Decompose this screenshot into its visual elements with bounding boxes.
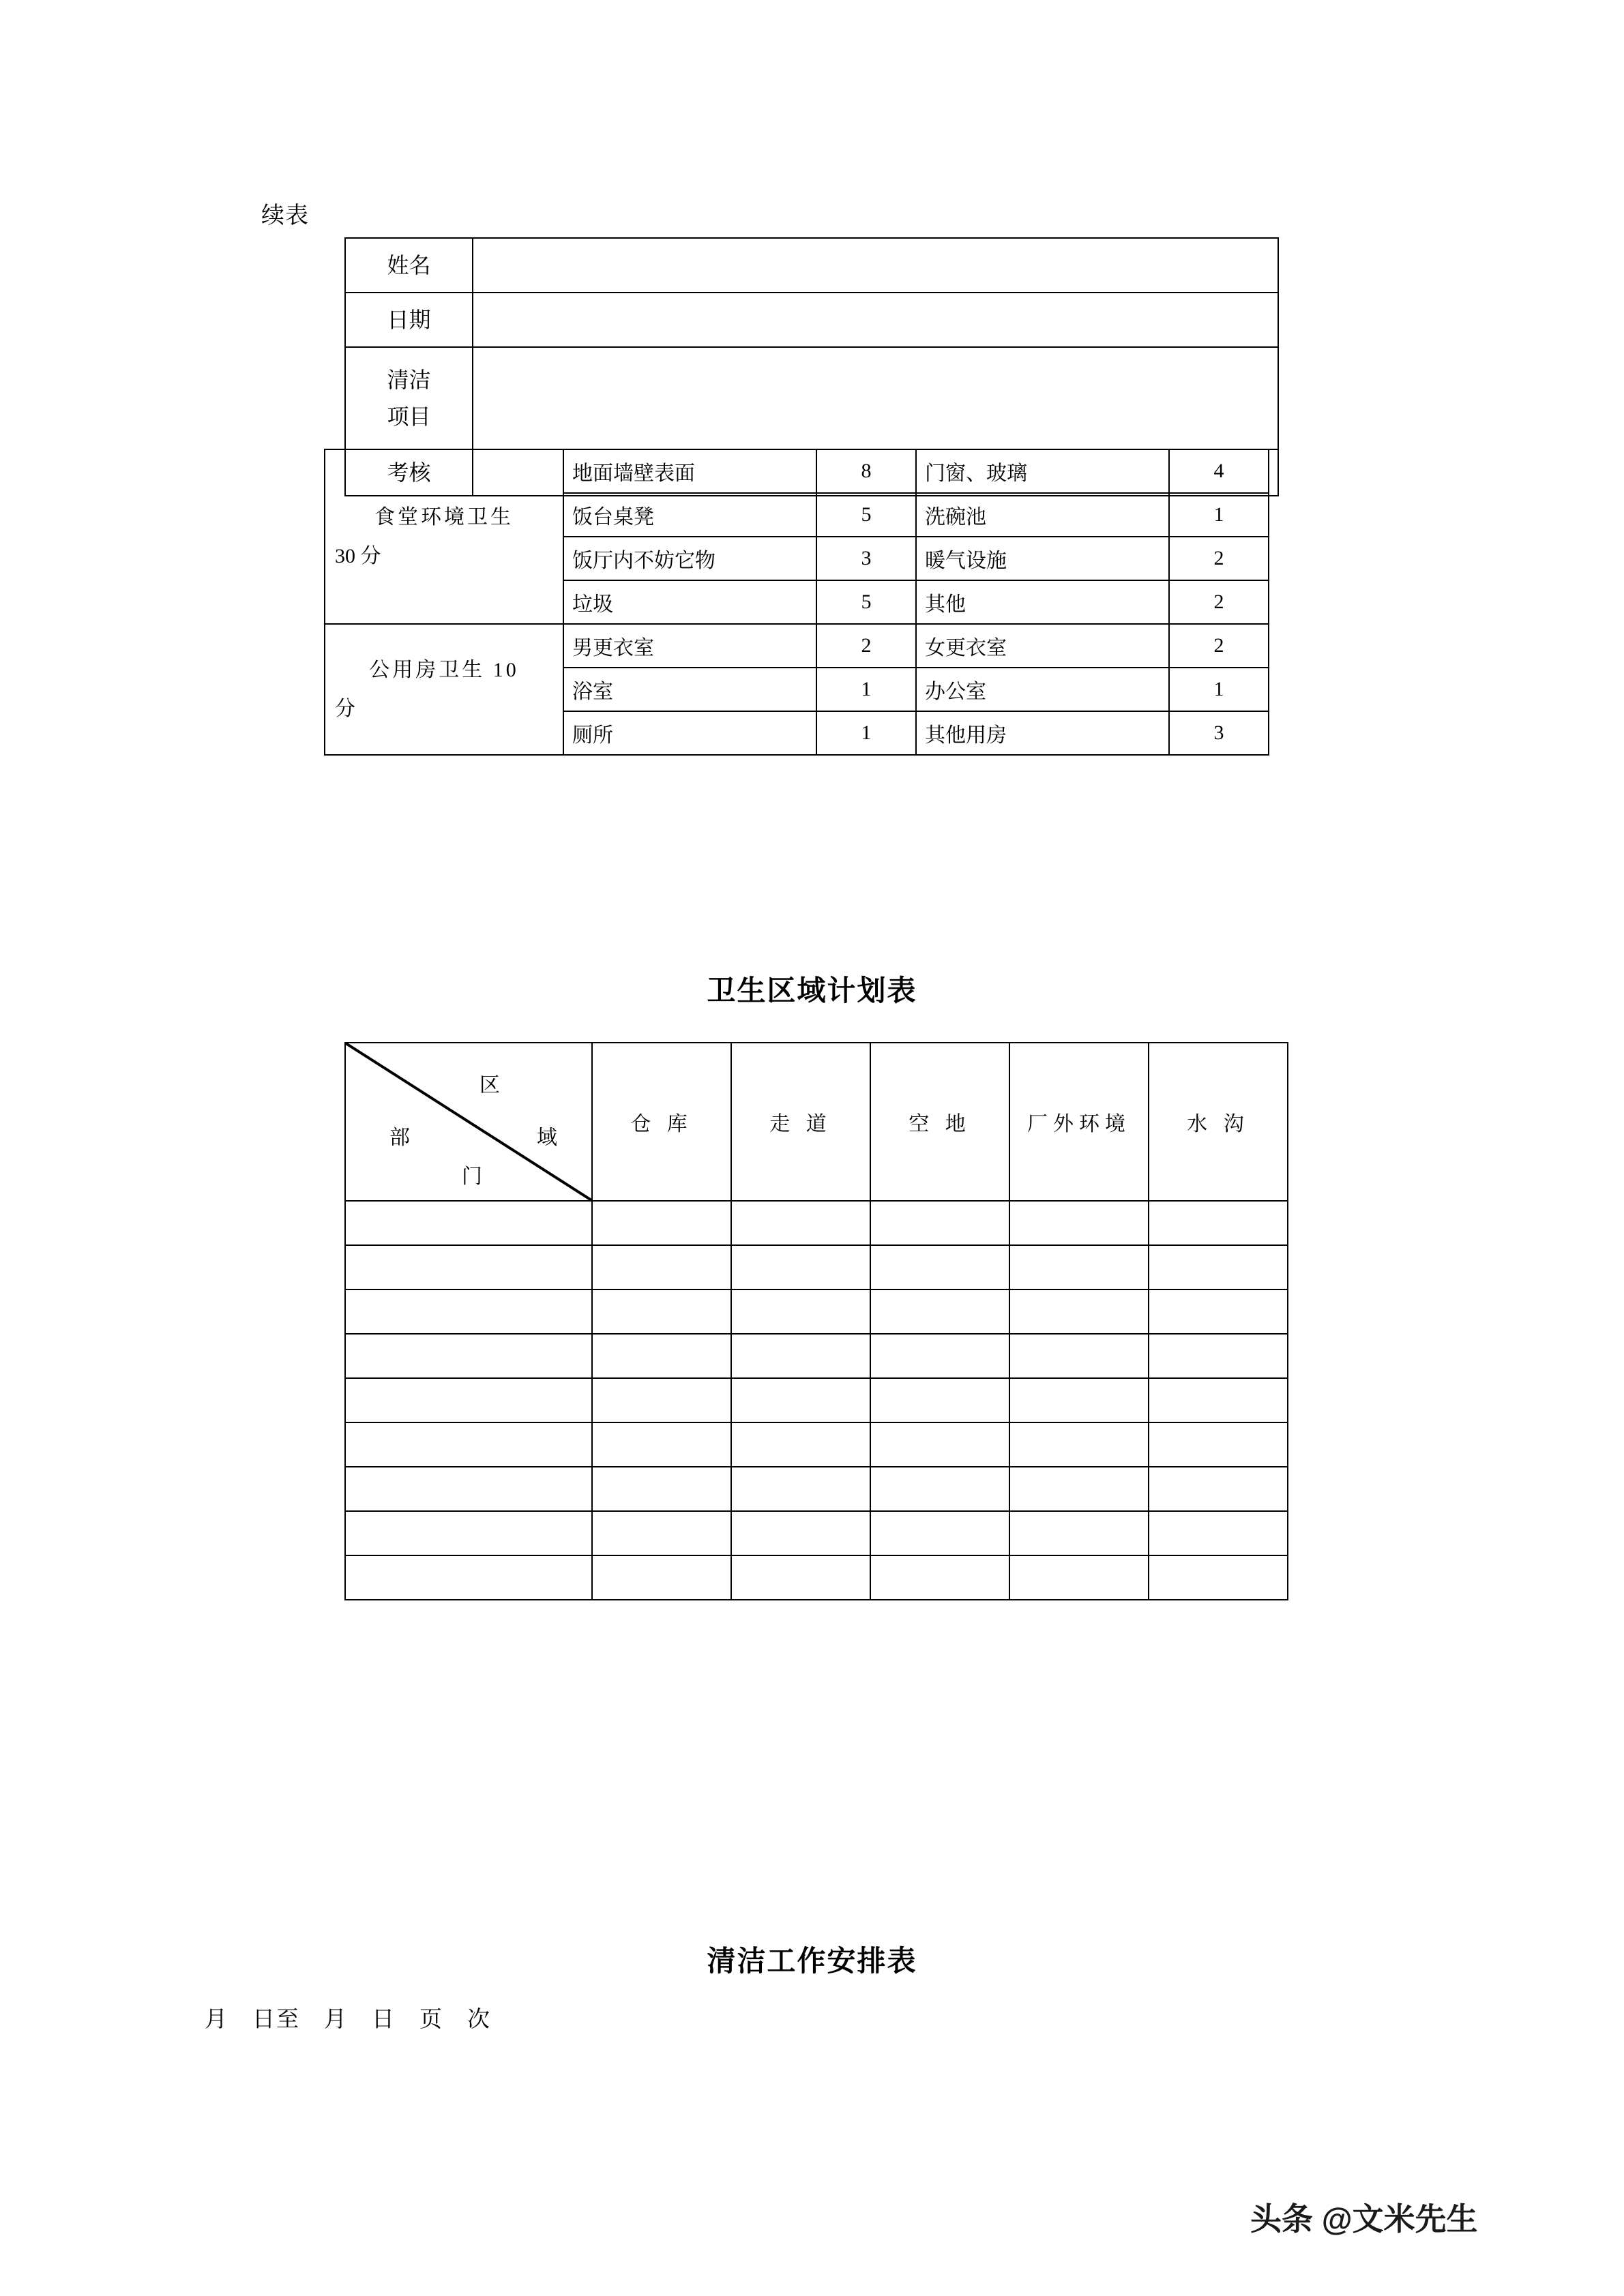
- zone-plan-corner-left-label: 部: [389, 1127, 411, 1149]
- zone-plan-cell-ditch[interactable]: [1149, 1555, 1288, 1600]
- score-item: 暖气设施: [916, 537, 1169, 580]
- zone-plan-cell-walkway[interactable]: [731, 1245, 870, 1289]
- score-item: 饭厅内不妨它物: [563, 537, 816, 580]
- zone-plan-cell-ditch[interactable]: [1149, 1245, 1288, 1289]
- score-table: [324, 449, 1269, 756]
- score-item: 饭台桌凳: [563, 493, 816, 537]
- zone-plan-cell-ditch[interactable]: [1149, 1378, 1288, 1422]
- table-row: [345, 1378, 1288, 1422]
- zone-plan-cell-walkway[interactable]: [731, 1422, 870, 1467]
- score-group-canteen-line1: 食堂环境卫生: [374, 506, 514, 528]
- table-row: [345, 238, 1278, 293]
- zone-plan-cell-walkway[interactable]: [731, 1334, 870, 1378]
- zone-plan-column-header-walkway: 走 道: [731, 1043, 870, 1201]
- zone-plan-cell-department[interactable]: [345, 1201, 592, 1245]
- zone-plan-cell-ditch[interactable]: [1149, 1334, 1288, 1378]
- zone-plan-cell-walkway[interactable]: [731, 1201, 870, 1245]
- score-item: 洗碗池: [916, 493, 1169, 537]
- score-item: 地面墙壁表面: [563, 449, 816, 493]
- table-row: [345, 1467, 1288, 1511]
- zone-plan-header-row: [345, 1043, 1288, 1201]
- table-row: [345, 1201, 1288, 1245]
- score-item: 垃圾: [563, 580, 816, 624]
- zone-plan-cell-open-area[interactable]: [870, 1422, 1009, 1467]
- table-row: [345, 1555, 1288, 1600]
- table-row: [325, 449, 1269, 493]
- table-row: [345, 1289, 1288, 1334]
- score-group-canteen-line2: 30 分: [335, 545, 381, 567]
- work-schedule-title: 清洁工作安排表: [707, 1946, 917, 1978]
- zone-plan-cell-warehouse[interactable]: [592, 1378, 731, 1422]
- zone-plan-title: 卫生区域计划表: [707, 976, 917, 1007]
- zone-plan-column-header-outside-plant: 厂外环境: [1009, 1043, 1149, 1201]
- zone-plan-cell-ditch[interactable]: [1149, 1422, 1288, 1467]
- zone-plan-cell-warehouse[interactable]: [592, 1289, 731, 1334]
- info-label-clean-item-line2: 项目: [387, 404, 431, 429]
- score-item: 门窗、玻璃: [916, 449, 1169, 493]
- zone-plan-cell-warehouse[interactable]: [592, 1334, 731, 1378]
- zone-plan-cell-walkway[interactable]: [731, 1511, 870, 1555]
- table-row: [345, 1511, 1288, 1555]
- zone-plan-corner-bottom-label: 门: [462, 1165, 483, 1188]
- score-points: 1: [816, 668, 916, 711]
- score-points: 1: [816, 711, 916, 755]
- score-points: 1: [1169, 493, 1269, 537]
- zone-plan-cell-outside-plant[interactable]: [1009, 1334, 1149, 1378]
- zone-plan-cell-walkway[interactable]: [731, 1467, 870, 1511]
- score-points: 5: [816, 580, 916, 624]
- zone-plan-cell-outside-plant[interactable]: [1009, 1289, 1149, 1334]
- table-row: [345, 1334, 1288, 1378]
- work-schedule-dateline: 月 日至 月 日 页 次: [205, 2008, 491, 2032]
- zone-plan-cell-walkway[interactable]: [731, 1378, 870, 1422]
- zone-plan-column-header-ditch: 水 沟: [1149, 1043, 1288, 1201]
- zone-plan-cell-open-area[interactable]: [870, 1245, 1009, 1289]
- zone-plan-cell-outside-plant[interactable]: [1009, 1555, 1149, 1600]
- zone-plan-cell-ditch[interactable]: [1149, 1511, 1288, 1555]
- info-label-name: 姓名: [345, 238, 473, 293]
- score-group-public-rooms: [325, 624, 563, 755]
- zone-plan-cell-open-area[interactable]: [870, 1334, 1009, 1378]
- zone-plan-cell-open-area[interactable]: [870, 1555, 1009, 1600]
- zone-plan-cell-outside-plant[interactable]: [1009, 1201, 1149, 1245]
- zone-plan-cell-ditch[interactable]: [1149, 1201, 1288, 1245]
- score-group-public-rooms-line2: 分: [335, 698, 355, 720]
- table-row: [345, 1422, 1288, 1467]
- table-row: [345, 347, 1278, 449]
- zone-plan-cell-department[interactable]: [345, 1422, 592, 1467]
- zone-plan-cell-warehouse[interactable]: [592, 1245, 731, 1289]
- watermark: 头条 @文米先生: [1250, 2201, 1478, 2237]
- score-item: 其他: [916, 580, 1169, 624]
- table-row: [325, 624, 1269, 668]
- zone-plan-cell-department[interactable]: [345, 1378, 592, 1422]
- zone-plan-cell-ditch[interactable]: [1149, 1289, 1288, 1334]
- zone-plan-cell-department[interactable]: [345, 1511, 592, 1555]
- score-item: 男更衣室: [563, 624, 816, 668]
- score-item: 办公室: [916, 668, 1169, 711]
- info-label-clean-item: [345, 347, 473, 449]
- continuation-label: 续表: [261, 203, 309, 228]
- score-points: 3: [1169, 711, 1269, 755]
- zone-plan-corner-cell: [345, 1043, 592, 1201]
- score-item: 厕所: [563, 711, 816, 755]
- score-item: 女更衣室: [916, 624, 1169, 668]
- score-item: 浴室: [563, 668, 816, 711]
- zone-plan-cell-outside-plant[interactable]: [1009, 1245, 1149, 1289]
- info-value-name[interactable]: [473, 238, 1278, 293]
- score-points: 3: [816, 537, 916, 580]
- zone-plan-cell-open-area[interactable]: [870, 1511, 1009, 1555]
- zone-plan-cell-open-area[interactable]: [870, 1467, 1009, 1511]
- score-item: 其他用房: [916, 711, 1169, 755]
- zone-plan-cell-outside-plant[interactable]: [1009, 1378, 1149, 1422]
- info-value-date[interactable]: [473, 293, 1278, 347]
- zone-plan-corner-right-label: 域: [537, 1127, 558, 1149]
- zone-plan-cell-walkway[interactable]: [731, 1289, 870, 1334]
- zone-plan-cell-outside-plant[interactable]: [1009, 1422, 1149, 1467]
- score-points: 5: [816, 493, 916, 537]
- score-points: 4: [1169, 449, 1269, 493]
- score-points: 2: [816, 624, 916, 668]
- zone-plan-cell-outside-plant[interactable]: [1009, 1467, 1149, 1511]
- zone-plan-cell-warehouse[interactable]: [592, 1201, 731, 1245]
- score-group-public-rooms-line1: 公用房卫生 10: [369, 659, 519, 681]
- score-points: 2: [1169, 580, 1269, 624]
- info-value-clean-item[interactable]: [473, 347, 1278, 449]
- table-row: [345, 1245, 1288, 1289]
- zone-plan-cell-outside-plant[interactable]: [1009, 1511, 1149, 1555]
- score-group-canteen: [325, 449, 563, 624]
- zone-plan-cell-warehouse[interactable]: [592, 1511, 731, 1555]
- zone-plan-cell-open-area[interactable]: [870, 1201, 1009, 1245]
- zone-plan-cell-open-area[interactable]: [870, 1378, 1009, 1422]
- zone-plan-cell-department[interactable]: [345, 1245, 592, 1289]
- zone-plan-cell-ditch[interactable]: [1149, 1467, 1288, 1511]
- zone-plan-table: [344, 1042, 1288, 1600]
- zone-plan-cell-walkway[interactable]: [731, 1555, 870, 1600]
- zone-plan-cell-warehouse[interactable]: [592, 1555, 731, 1600]
- table-row: [345, 293, 1278, 347]
- zone-plan-cell-department[interactable]: [345, 1289, 592, 1334]
- zone-plan-column-header-warehouse: 仓 库: [592, 1043, 731, 1201]
- info-label-assessment: 考核: [345, 449, 473, 496]
- zone-plan-cell-open-area[interactable]: [870, 1289, 1009, 1334]
- zone-plan-column-header-open-area: 空 地: [870, 1043, 1009, 1201]
- zone-plan-cell-department[interactable]: [345, 1334, 592, 1378]
- zone-plan-corner-top-label: 区: [479, 1074, 501, 1097]
- info-label-date: 日期: [345, 293, 473, 347]
- info-label-clean-item-line1: 清洁: [387, 367, 431, 392]
- score-points: 2: [1169, 624, 1269, 668]
- zone-plan-cell-warehouse[interactable]: [592, 1467, 731, 1511]
- zone-plan-cell-department[interactable]: [345, 1555, 592, 1600]
- score-points: 2: [1169, 537, 1269, 580]
- zone-plan-cell-department[interactable]: [345, 1467, 592, 1511]
- score-points: 1: [1169, 668, 1269, 711]
- score-points: 8: [816, 449, 916, 493]
- zone-plan-cell-warehouse[interactable]: [592, 1422, 731, 1467]
